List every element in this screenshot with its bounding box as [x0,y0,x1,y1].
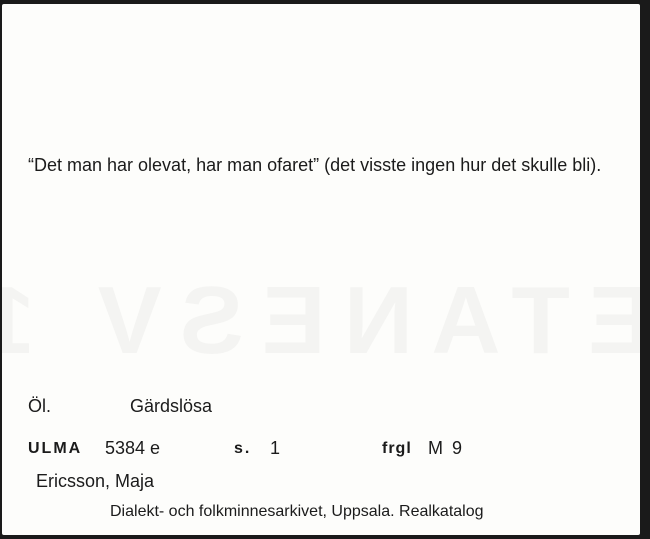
location-row [2,396,640,420]
page-label: s. [234,440,252,457]
page-number: 1 [270,438,281,458]
informant-name: Ericsson, Maja [36,471,155,491]
frgl-value: M 9 [428,438,465,458]
parish-name: Gärdslösa [130,396,213,416]
archive-row [2,438,640,462]
informant-row [2,471,640,495]
archive-footer: Dialekt- och folkminnesarkivet, Uppsala. Realkatalog [110,503,484,520]
ulma-label: ULMA [28,440,83,457]
quote-text: “Det man har olevat, har man ofaret” (det visste ingen hur det skulle bli). [28,155,602,175]
ulma-number: 5384 e [105,438,161,458]
province-label: Öl. [28,396,52,416]
show-through-watermark [2,266,640,366]
frgl-label: frgl [382,440,412,457]
catalog-card [2,4,640,535]
